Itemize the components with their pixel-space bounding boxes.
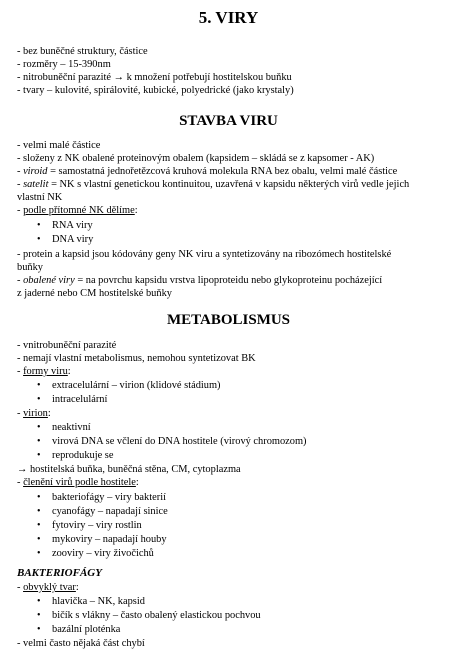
definition-satelit: = NK s vlastní genetickou kontinuitou, uzavřená v kapsidu některých virů vedle jejich: [48, 179, 410, 190]
list-item: • fytoviry – viry rostlin: [52, 519, 449, 532]
stavba-line-viroid: [17, 165, 449, 178]
dash: -: [17, 477, 24, 488]
term-satelit: satelit: [23, 179, 49, 190]
stavba-line-satelit: [17, 178, 449, 191]
underlined-term-virion: virion: [23, 408, 48, 419]
list-item: • intracelulární: [52, 393, 449, 406]
list-item: • reprodukuje se: [52, 449, 449, 462]
list-item: • cyanofágy – napadají sinice: [52, 505, 449, 518]
page-title: 5. VIRY: [198, 8, 259, 27]
stavba-line-5: vlastní NK: [17, 192, 63, 203]
metabolismus-line-arrow: → hostitelská buňka, buněčná stěna, CM, cytoplazma: [17, 464, 241, 475]
stavba-line-10: z jaderné nebo CM hostitelské buňky: [17, 288, 172, 299]
bakteriofagy-line-tvar: [17, 581, 449, 594]
colon: :: [75, 582, 79, 593]
intro-line-4: - tvary – kulovité, spirálovité, kubické, polyedrické (jako krystaly): [17, 85, 294, 96]
definition-obalene-viry: = na povrchu kapsidu vrstva lipoproteidu nebo glykoproteinu pocházející: [74, 275, 383, 286]
metabolismus-line-1: - vnitrobuněční parazité: [17, 340, 117, 351]
list-item: • bakteriofágy – viry bakterií: [52, 491, 449, 504]
subsection-heading-bakteriofagy: BAKTERIOFÁGY: [17, 567, 102, 579]
underlined-term-cleneni: členění virů podle hostitele: [23, 477, 136, 488]
underlined-term-nk: podle přítomné NK dělíme: [23, 205, 135, 216]
list-item: • extracelulární – virion (klidové stádium): [52, 379, 449, 392]
dash: -: [17, 366, 24, 377]
colon: :: [134, 205, 138, 216]
list-item: • virová DNA se včlení do DNA hostitele (virový chromozom): [52, 435, 449, 448]
list-item: • mykoviry – napadají houby: [52, 533, 449, 546]
list-item: • hlavička – NK, kapsid: [52, 595, 449, 608]
bakteriofagy-line-2: - velmi často nějaká část chybí: [17, 638, 145, 649]
definition-viroid: = samostatná jednořetězcová kruhová molekula RNA bez obalu, velmi malé částice: [47, 166, 398, 177]
stavba-line-obalene: [17, 274, 449, 287]
dash: -: [17, 408, 24, 419]
stavba-line-7: - protein a kapsid jsou kódovány geny NK viru a syntetizovány na ribozómech hostitelské: [17, 249, 392, 260]
section-heading-metabolismus: METABOLISMUS: [166, 312, 291, 328]
metabolismus-line-formy: [17, 365, 449, 378]
stavba-line-2: - složeny z NK obalené proteinovým obalem (kapsidem – skládá se z kapsomer - AK): [17, 153, 375, 164]
dash: -: [17, 205, 24, 216]
intro-line-2: - rozměry – 15-390nm: [17, 59, 111, 70]
metabolismus-line-virion: [17, 407, 449, 420]
stavba-line-nk: [17, 204, 449, 217]
list-item: • neaktivní: [52, 421, 449, 434]
dash: -: [17, 582, 24, 593]
intro-line-3: - nitrobuněční parazité → k množení potřebují hostitelskou buňku: [17, 72, 292, 83]
dash: -: [17, 166, 24, 177]
dash: -: [17, 179, 24, 190]
stavba-line-1: - velmi malé částice: [17, 140, 101, 151]
list-item: • bičík s vlákny – často obalený elastickou pochvou: [52, 609, 449, 622]
metabolismus-line-cleneni: [17, 476, 449, 489]
colon: :: [67, 366, 71, 377]
metabolismus-line-2: - nemají vlastní metabolismus, nemohou syntetizovat BK: [17, 353, 256, 364]
stavba-line-8: buňky: [17, 262, 43, 273]
colon: :: [47, 408, 51, 419]
list-item: • bazální ploténka: [52, 623, 449, 636]
list-item: • RNA viry: [52, 219, 449, 232]
term-obalene-viry: obalené viry: [23, 275, 75, 286]
dash: -: [17, 275, 24, 286]
list-item: • DNA viry: [52, 233, 449, 246]
underlined-term-tvar: obvyklý tvar: [23, 582, 76, 593]
term-viroid: viroid: [23, 166, 48, 177]
list-item: • zooviry – viry živočichů: [52, 547, 449, 560]
intro-line-1: - bez buněčné struktury, částice: [17, 46, 148, 57]
underlined-term-formy: formy viru: [23, 366, 68, 377]
section-heading-stavba: STAVBA VIRU: [179, 113, 278, 129]
colon: :: [135, 477, 139, 488]
